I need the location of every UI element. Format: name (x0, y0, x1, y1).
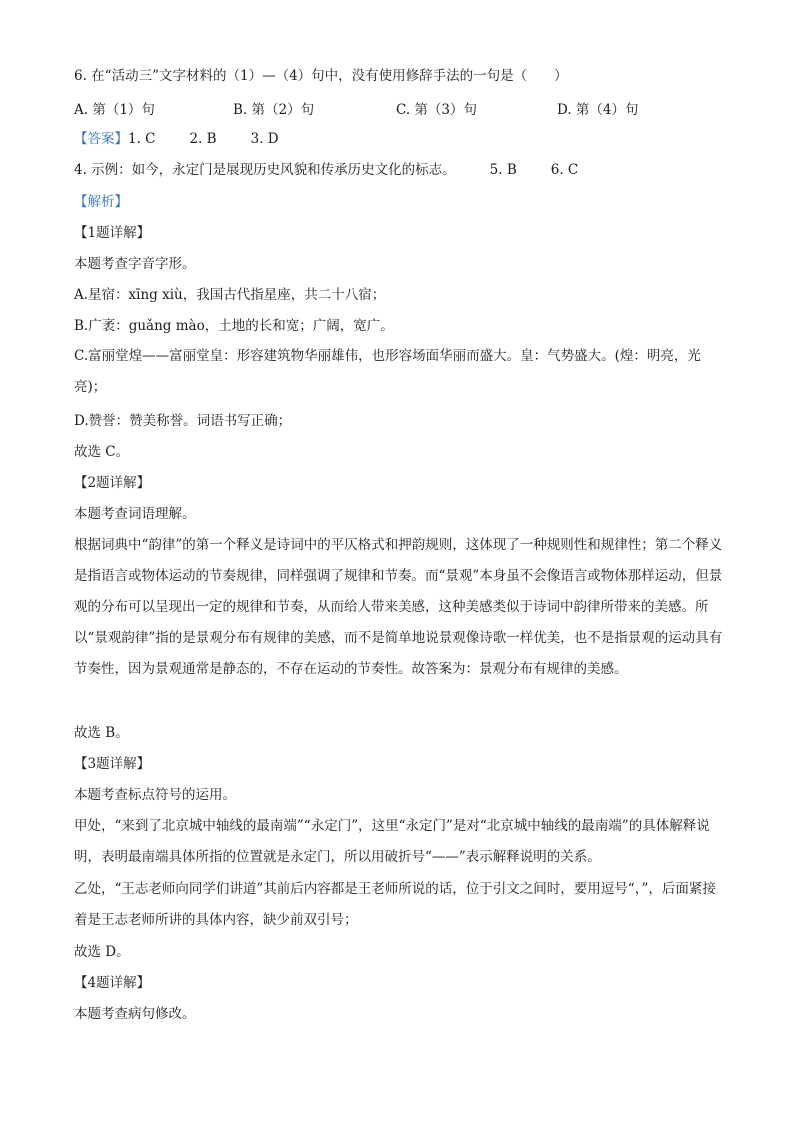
question-6-options (0, 98, 794, 116)
section-1-item-c: C.富丽堂煌——富丽堂皇：形容建筑物华丽雄伟，也形容场面华丽而盛大。皇：气势盛大。(煌：明亮，光亮)； (74, 348, 701, 395)
section-1-intro: 本题考查字音字形。 (74, 256, 196, 272)
answer-4: 4. 示例：如今，永定门是展现历史风貌和传承历史文化的标志。 (74, 162, 456, 178)
answer-line-2 (74, 161, 578, 179)
section-1-item-d: D.赞誉：赞美称誉。词语书写正确； (74, 413, 292, 429)
section-3-intro: 本题考查标点符号的运用。 (74, 787, 236, 803)
analysis-label: 【解析】 (74, 194, 128, 210)
answer-6: 6. C (550, 162, 579, 178)
section-2-choose: 故选 B。 (74, 725, 129, 741)
section-4-title: 【4题详解】 (74, 975, 151, 991)
section-1-title: 【1题详解】 (74, 225, 151, 241)
answer-1: 1. C (128, 131, 156, 147)
answer-line (74, 130, 279, 148)
answer-5: 5. B (489, 162, 517, 178)
option-d: D. 第（4）句 (557, 102, 639, 118)
answer-3: 3. D (250, 131, 279, 147)
section-4-intro: 本题考查病句修改。 (74, 1006, 196, 1022)
section-2-intro: 本题考查词语理解。 (74, 506, 196, 522)
answer-2: 2. B (189, 131, 217, 147)
option-a: A. 第（1）句 (74, 102, 155, 118)
section-2-title: 【2题详解】 (74, 475, 151, 491)
option-c: C. 第（3）句 (396, 102, 478, 118)
section-3-choose: 故选 D。 (74, 944, 130, 960)
section-3-yi: 乙处，“王志老师向同学们讲道”其前后内容都是王老师所说的话，位于引文之间时，要用逗号“，”，后面紧接着是王志老师所讲的具体内容，缺少前双引号； (74, 881, 716, 928)
question-6-stem: 6. 在“活动三”文字材料的（1）—（4）句中，没有使用修辞手法的一句是（ ） (74, 68, 568, 84)
answer-label: 【答案】 (74, 131, 128, 147)
section-1-choose: 故选 C。 (74, 444, 130, 460)
option-b: B. 第（2）句 (233, 102, 315, 118)
section-3-title: 【3题详解】 (74, 756, 151, 772)
section-1-item-b: B.广袤：guǎng mào，土地的长和宽；广阔，宽广。 (74, 318, 394, 334)
section-2-paragraph: 根据词典中“韵律”的第一个释义是诗词中的平仄格式和押韵规则，这体现了一种规则性和规律性；第二个释义是指语言或物体运动的节奏规律，同样强调了规律和节奏。而“景观”本身虽不会像语言或物体那样运动，但景观的分布可以呈现出一定的规律和节奏，从而给人带来美感，这种美感类似于诗词中韵律所带来的美感。所以“景观韵律”指的是景观分布有规律的美感，而不是简单地说景观像诗歌一样优美，也不是指景观的运动具有节奏性，因为景观通常是静态的，不存在运动的节奏性。故答案为：景观分布有规律的美感。 (74, 537, 723, 677)
section-3-jia: 甲处，“来到了北京城中轴线的最南端”“永定门”，这里“永定门”是对“北京城中轴线的最南端”的具体解释说明，表明最南端具体所指的位置就是永定门，所以用破折号“——”表示解释说明的关系。 (74, 818, 710, 865)
section-1-item-a: A.星宿：xīng xiù，我国古代指星座，共二十八宿； (74, 287, 386, 303)
